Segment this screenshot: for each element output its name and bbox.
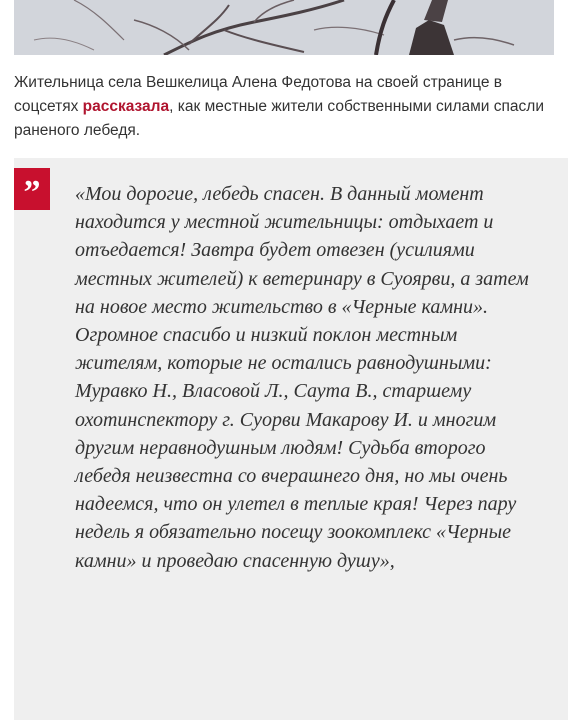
caption-link[interactable]: рассказала <box>82 98 170 115</box>
blockquote <box>14 158 568 720</box>
article-photo <box>14 0 554 55</box>
caption-text-end: , как местные жители собственными силами спасли раненого лебедя. <box>14 98 544 139</box>
photo-branches-image <box>14 0 554 55</box>
quote-icon: ” <box>14 168 50 210</box>
photo-caption <box>14 71 554 143</box>
caption-text-start: Жительница села Вешкелица Алена Федотова на своей странице в соцсетях <box>14 74 503 115</box>
quote-text: «Мои дорогие, лебедь спасен. В данный момент находится у местной жительницы: отдыхает и отъедается! Завтра будет отвезен (усилиями местных жителей) к ветеринару в Суоярви, а затем на новое место жительство в «Черные камни». Огромное спасибо и низкий поклон местным жителям, которые не остались равнодушными: Муравко Н., Власовой Л., Саута В., старшему охотинспектору г. Суорви Макарову И. и многим другим неравнодушным людям! Судьба второго лебедя неизвестна со вчерашнего дня, но мы очень надеемся, что он улетел в теплые края! Через пару недель я обязательно посещу зоокомплекс «Черные камни» и проведаю спасенную душу», <box>75 183 529 572</box>
